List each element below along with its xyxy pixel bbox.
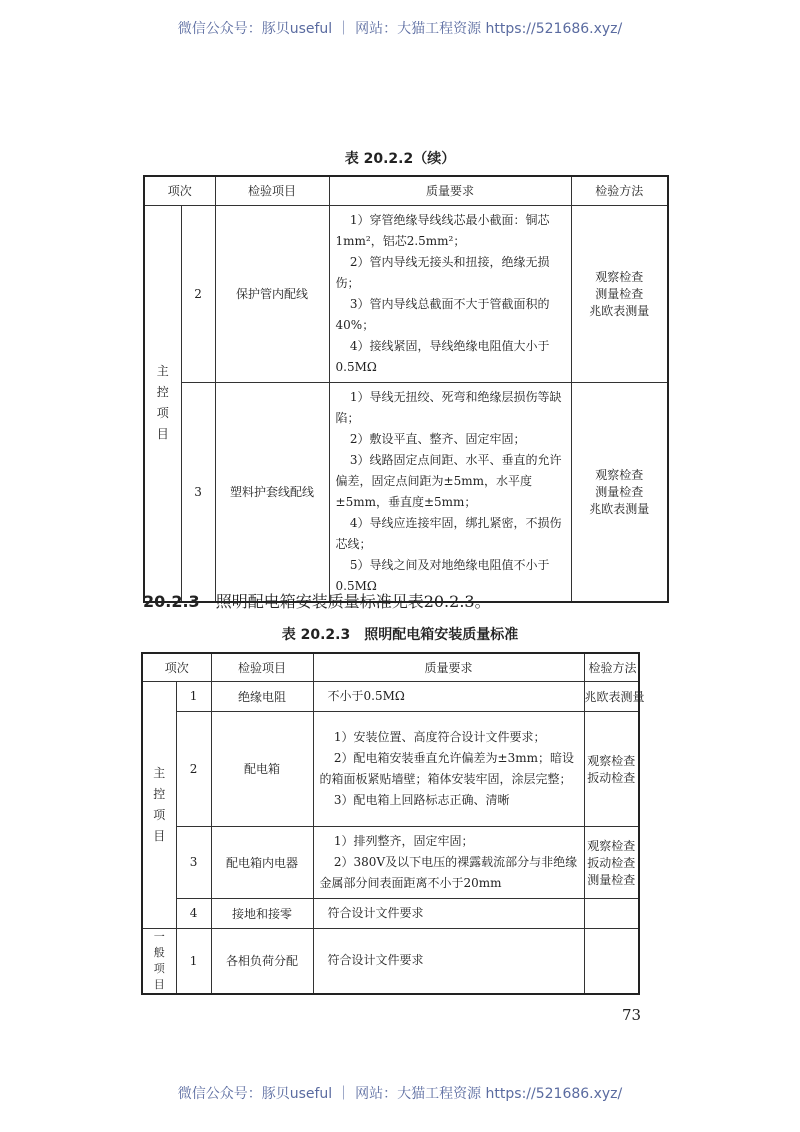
table-row: 4 接地和接零 符合设计文件要求 [142, 898, 639, 928]
table-row: 3 配电箱内电器 1）排列整齐，固定牢固； 2）380V及以下电压的裸露载流部分与非绝缘金属部分间表面距离不小于20mm 观察检查 扳动检查 测量检查 [142, 826, 639, 898]
table-row [144, 205, 668, 382]
table-row [144, 382, 668, 602]
page-number: 73 [622, 1006, 642, 1024]
row-number: 2 [181, 205, 215, 382]
group-label: 一般项目 [153, 929, 165, 991]
row-number: 3 [181, 382, 215, 602]
header-method: 检验方法 [584, 653, 639, 681]
group-label: 主控项目 [156, 364, 169, 441]
row-req: 1）穿管绝缘导线线芯最小截面：铜芯1mm²，铝芯2.5mm²； 2）管内导线无接头和扭接，绝缘无损伤； 3）管内导线总截面不大于管截面积的40%； 4）接线紧固，导线绝缘电阻值大小于0.5MΩ [329, 205, 571, 382]
table2-caption: 表 20.2.3 照明配电箱安装质量标准 [281, 627, 519, 643]
table-20-2-2 [143, 175, 669, 603]
header-req: 质量要求 [329, 176, 571, 205]
group-label: 主控项目 [153, 765, 166, 843]
header-method: 检验方法 [571, 176, 668, 205]
header-req: 质量要求 [313, 653, 584, 681]
header-index: 项次 [144, 176, 215, 205]
row-method: 观察检查 测量检查 兆欧表测量 [571, 382, 668, 602]
row-req: 1）导线无扭绞、死弯和绝缘层损伤等缺陷； 2）敷设平直、整齐、固定牢固； 3）线路固定点间距、水平、垂直的允许偏差，固定点间距为±5mm，水平度±5mm，垂直度±5mm； 4）导线应连接牢固，绑扎紧密，不损伤芯线； 5）导线之间及对地绝缘电阻值不小于0.5MΩ [329, 382, 571, 602]
row-item: 保护管内配线 [215, 205, 329, 382]
header-index: 项次 [142, 653, 211, 681]
watermark-top: 微信公众号：豚贝useful ｜ 网站：大猫工程资源 https://521686.xyz/ [177, 21, 623, 37]
header-item: 检验项目 [215, 176, 329, 205]
table-20-2-3 [141, 652, 645, 995]
section-heading: 20.2.3 照明配电箱安装质量标准见表20.2.3。 [143, 592, 491, 611]
table-row: 一般项目 1 各相负荷分配 符合设计文件要求 [142, 928, 639, 994]
watermark-bottom: 微信公众号：豚贝useful ｜ 网站：大猫工程资源 https://521686.xyz/ [177, 1086, 623, 1102]
row-method: 观察检查 测量检查 兆欧表测量 [571, 205, 668, 382]
row-item: 塑料护套线配线 [215, 382, 329, 602]
table1-caption: 表 20.2.2（续） [344, 151, 456, 167]
header-item: 检验项目 [211, 653, 313, 681]
table-row: 主控项目 1 绝缘电阻 不小于0.5MΩ 兆欧表测量 [142, 681, 639, 711]
table-row: 2 配电箱 1）安装位置、高度符合设计文件要求； 2）配电箱安装垂直允许偏差为±3mm；暗设的箱面板紧贴墙壁；箱体安装牢固，涂层完整； 3）配电箱上回路标志正确、清晰 观察检查 扳动检查 [142, 711, 639, 826]
